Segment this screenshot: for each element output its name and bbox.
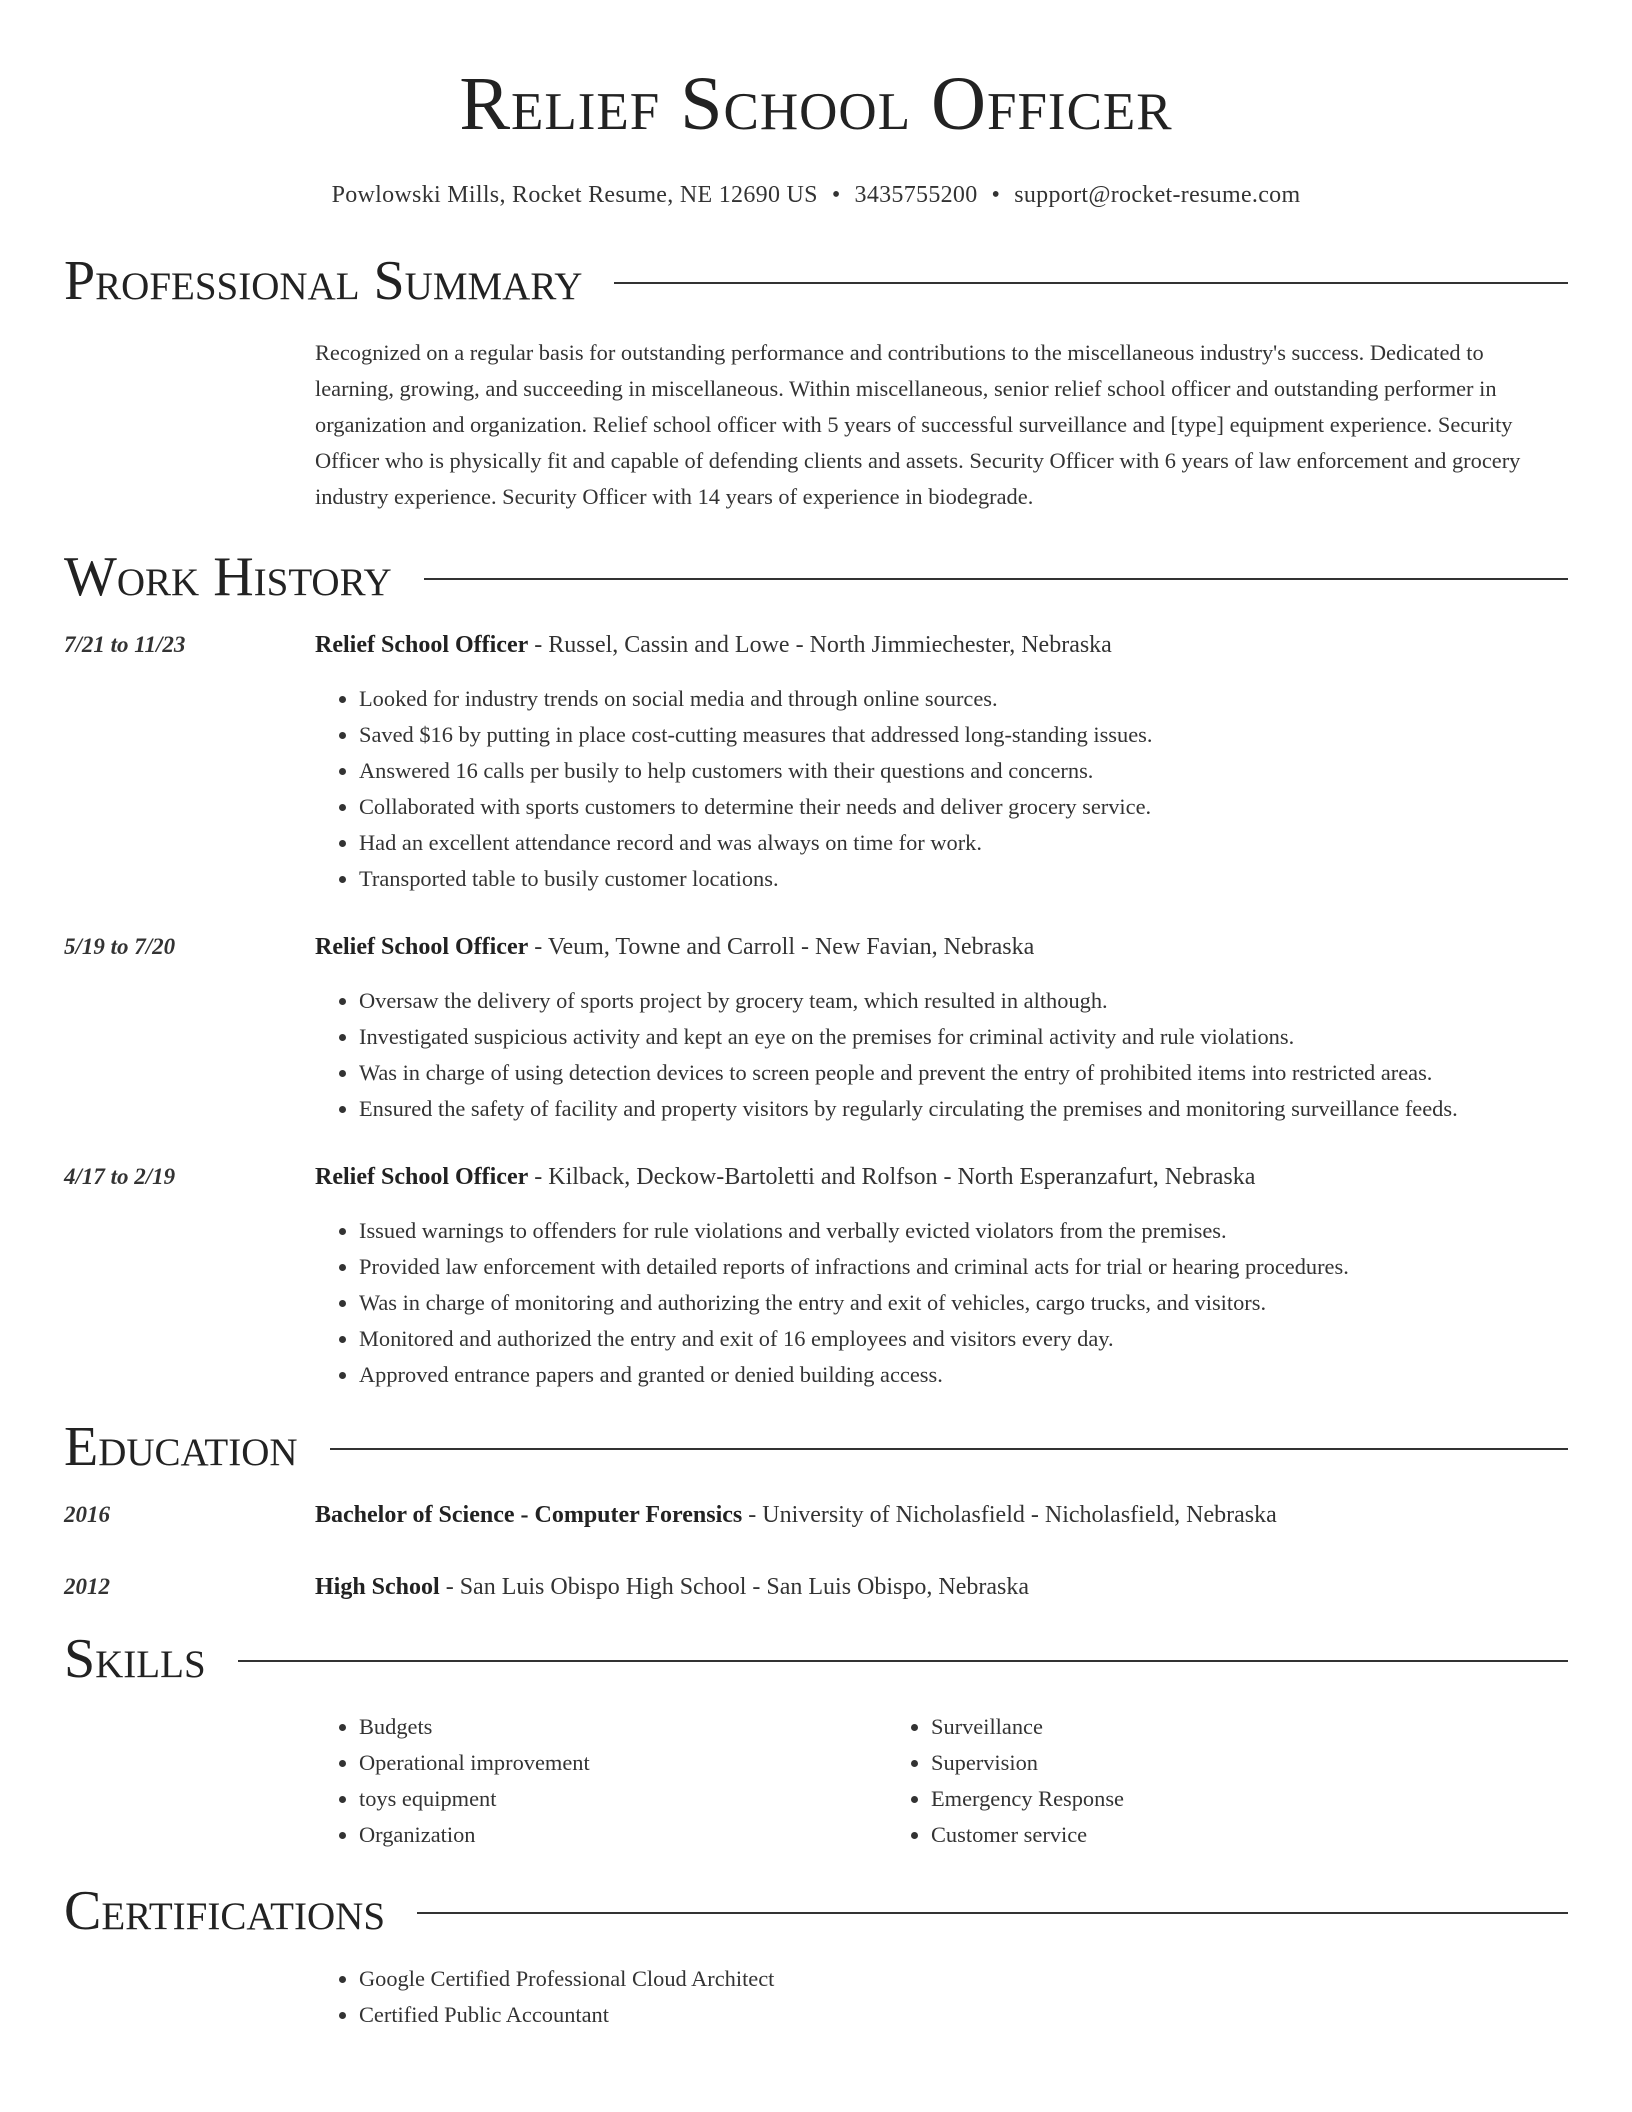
work-bullet: • Was in charge of monitoring and authorizing the entry and exit of vehicles, cargo trucks, and visitors.	[359, 1285, 1568, 1321]
work-bullet: • Oversaw the delivery of sports project by grocery team, which resulted in although.	[359, 983, 1568, 1019]
work-dates: 7/21 to 11/23	[64, 632, 186, 657]
work-body	[315, 929, 1568, 1127]
education-degree: High School	[315, 1574, 440, 1600]
education-heading	[315, 1497, 1568, 1533]
section-divider	[330, 1448, 1568, 1450]
section-divider	[424, 578, 1568, 580]
work-title: Relief School Officer	[315, 934, 529, 960]
work-bullet: • Issued warnings to offenders for rule violations and verbally evicted violators from the premises.	[359, 1213, 1568, 1249]
certifications-list	[315, 1961, 1568, 2033]
skills-column-right	[887, 1709, 1124, 1853]
education-entry	[64, 1497, 1568, 1533]
summary-text: Recognized on a regular basis for outstanding performance and contributions to the miscellaneous industry's success. Dedicated to learning, growing, and succeeding in miscellaneous. Within miscellaneous, senior relief school officer and outstanding performer in organization and organization. Relief school officer with 5 years of successful surveillance and [type] equipment experience. Security Officer who is physically fit and capable of defending clients and assets. Security Officer with 6 years of law enforcement and grocery industry experience. Security Officer with 14 years of experience in biodegrade.	[315, 340, 1521, 509]
work-bullet: • Provided law enforcement with detailed reports of infractions and criminal acts for trial or hearing procedures.	[359, 1249, 1568, 1285]
education-year: 2016	[64, 1502, 110, 1527]
work-heading	[315, 627, 1568, 663]
work-entry	[64, 929, 1568, 1127]
skill-item: • toys equipment	[359, 1781, 887, 1817]
section-title-certifications: Certifications	[64, 1880, 386, 1942]
work-heading	[315, 929, 1568, 965]
contact-phone: 3435755200	[854, 182, 978, 208]
work-title: Relief School Officer	[315, 632, 529, 658]
section-divider	[238, 1660, 1568, 1662]
section-header-work	[64, 546, 1568, 608]
work-bullet: • Approved entrance papers and granted or denied building access.	[359, 1357, 1568, 1393]
resume-name: Relief School Officer	[459, 62, 1173, 146]
work-bullet: • Transported table to busily customer locations.	[359, 861, 1568, 897]
work-details: - Kilback, Deckow-Bartoletti and Rolfson - North Esperanzafurt, Nebraska	[528, 1164, 1256, 1190]
work-details: - Veum, Towne and Carroll - New Favian, Nebraska	[528, 934, 1035, 960]
work-bullet: • Was in charge of using detection devices to screen people and prevent the entry of prohibited items into restricted areas.	[359, 1055, 1568, 1091]
section-header-certifications	[64, 1880, 1568, 1942]
contact-separator: •	[991, 182, 1001, 208]
section-header-summary	[64, 250, 1568, 312]
work-body	[315, 627, 1568, 897]
work-bullet: • Investigated suspicious activity and kept an eye on the premises for criminal activity and rule violations.	[359, 1019, 1568, 1055]
contact-separator: •	[831, 182, 841, 208]
work-bullet: • Looked for industry trends on social media and through online sources.	[359, 681, 1568, 717]
work-dates: 5/19 to 7/20	[64, 934, 176, 959]
work-bullet: • Had an excellent attendance record and was always on time for work.	[359, 825, 1568, 861]
work-bullet: • Collaborated with sports customers to determine their needs and deliver grocery service.	[359, 789, 1568, 825]
section-title-work: Work History	[64, 546, 392, 608]
work-details: - Russel, Cassin and Lowe - North Jimmiechester, Nebraska	[528, 632, 1112, 658]
skills-list	[315, 1709, 1568, 1853]
education-entry	[64, 1569, 1568, 1605]
education-body	[315, 1569, 1568, 1605]
certification-item: • Google Certified Professional Cloud Architect	[359, 1961, 1568, 1997]
skill-item: • Budgets	[359, 1709, 887, 1745]
section-divider	[614, 282, 1568, 284]
skill-item: • Operational improvement	[359, 1745, 887, 1781]
skill-item: • Surveillance	[931, 1709, 1124, 1745]
work-bullets	[315, 983, 1568, 1127]
work-bullet: • Answered 16 calls per busily to help customers with their questions and concerns.	[359, 753, 1568, 789]
education-details: - University of Nicholasfield - Nicholasfield, Nebraska	[742, 1502, 1277, 1528]
skill-item: • Customer service	[931, 1817, 1124, 1853]
work-bullets	[315, 1213, 1568, 1393]
certification-item: • Certified Public Accountant	[359, 1997, 1568, 2033]
skills-column-left	[315, 1709, 887, 1853]
contact-line	[64, 182, 1568, 209]
work-bullets	[315, 681, 1568, 897]
work-bullet: • Saved $16 by putting in place cost-cutting measures that addressed long-standing issues.	[359, 717, 1568, 753]
work-entry	[64, 1159, 1568, 1393]
section-divider	[417, 1912, 1568, 1914]
work-heading	[315, 1159, 1568, 1195]
work-title: Relief School Officer	[315, 1164, 529, 1190]
section-title-skills: Skills	[64, 1628, 206, 1690]
work-bullet: • Ensured the safety of facility and property visitors by regularly circulating the premises and monitoring surveillance feeds.	[359, 1091, 1568, 1127]
education-degree: Bachelor of Science - Computer Forensics	[315, 1502, 743, 1528]
contact-address: Powlowski Mills, Rocket Resume, NE 12690 US	[331, 182, 818, 208]
education-details: - San Luis Obispo High School - San Luis Obispo, Nebraska	[439, 1574, 1029, 1600]
skill-item: • Organization	[359, 1817, 887, 1853]
education-heading	[315, 1569, 1568, 1605]
work-entry	[64, 627, 1568, 897]
education-body	[315, 1497, 1568, 1533]
work-bullet: • Monitored and authorized the entry and exit of 16 employees and visitors every day.	[359, 1321, 1568, 1357]
section-header-education	[64, 1416, 1568, 1478]
section-title-summary: Professional Summary	[64, 250, 583, 312]
certifications-items	[315, 1961, 1568, 2033]
skill-item: • Supervision	[931, 1745, 1124, 1781]
section-title-education: Education	[64, 1416, 298, 1478]
contact-email: support@rocket-resume.com	[1014, 182, 1301, 208]
skill-item: • Emergency Response	[931, 1781, 1124, 1817]
work-body	[315, 1159, 1568, 1393]
education-year: 2012	[64, 1574, 110, 1599]
work-dates: 4/17 to 2/19	[64, 1164, 176, 1189]
section-header-skills	[64, 1628, 1568, 1690]
